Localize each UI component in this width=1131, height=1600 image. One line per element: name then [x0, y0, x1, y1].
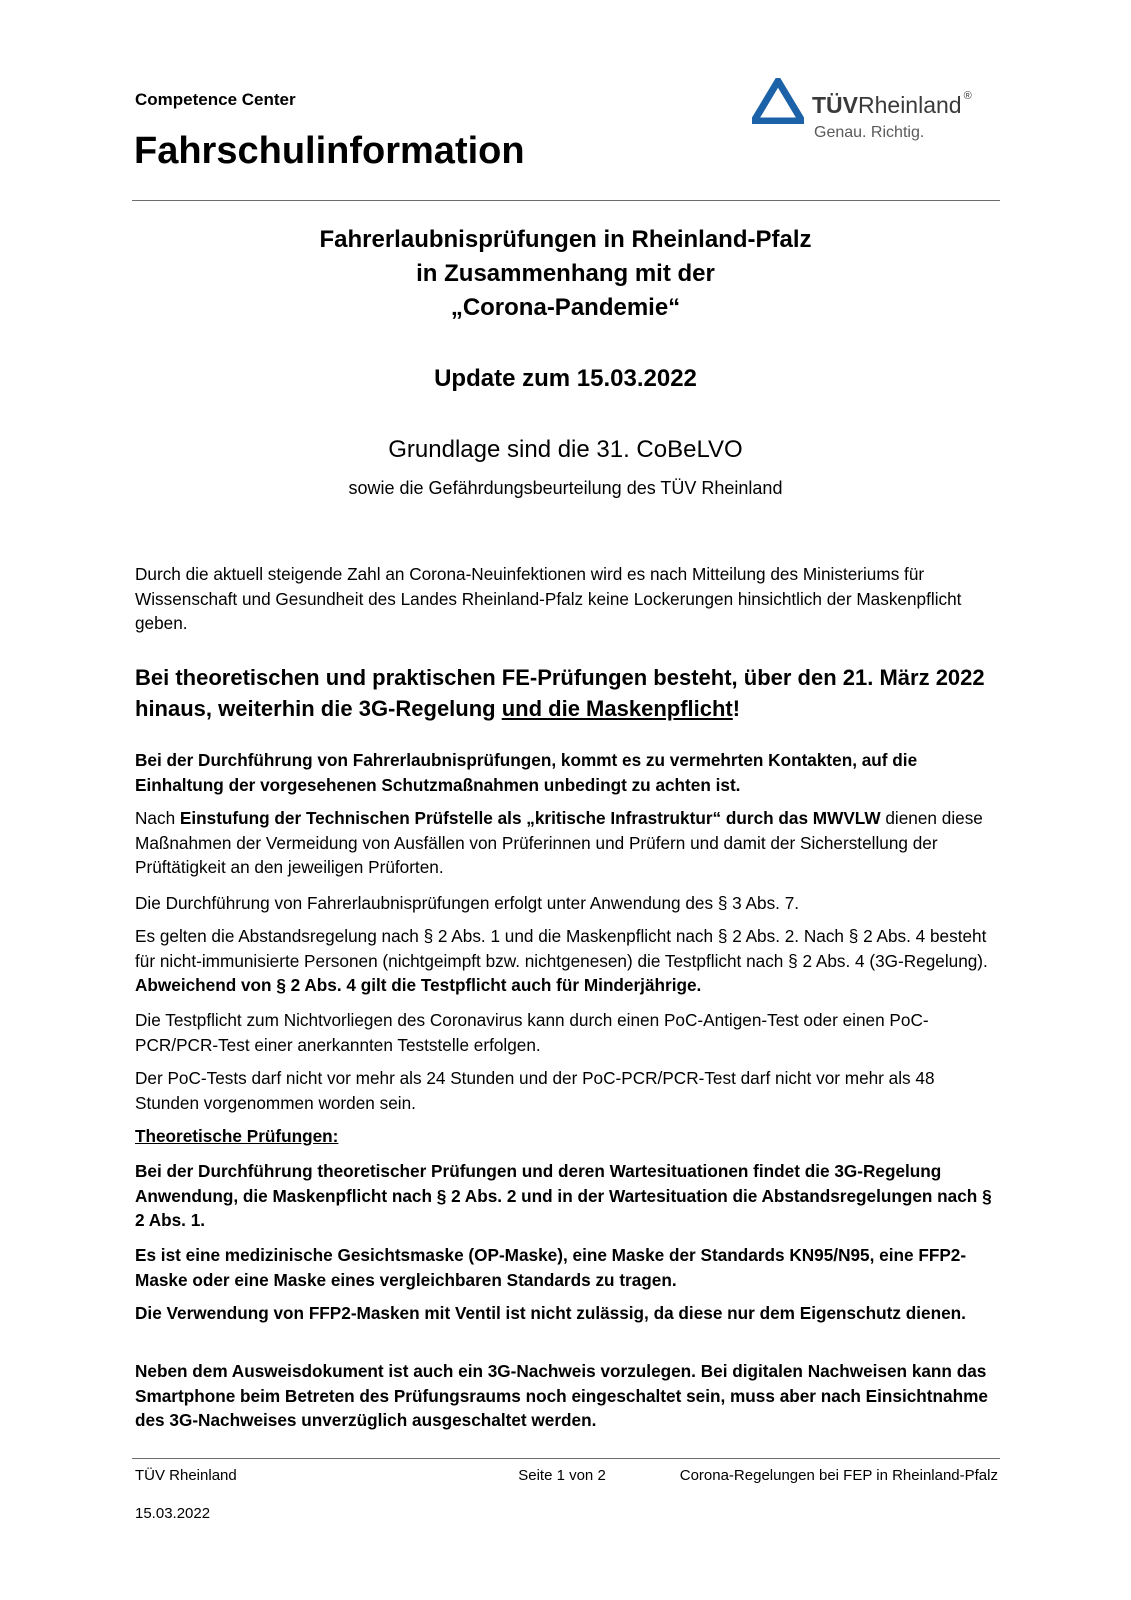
logo-brand-bold: TÜV [812, 92, 858, 118]
footer-divider [132, 1458, 1000, 1459]
heading-line-2: in Zusammenhang mit der [416, 260, 715, 287]
proof-paragraph: Neben dem Ausweisdokument ist auch ein 3G-Nachweis vorzulegen. Bei digitalen Nachweisen kann das Smartphone beim Betreten des Prüfungsraums noch eingeschaltet sein, muss aber nach Einsichtnahme des 3G-Nachweises unverzüglich ausgeschaltet werden. [135, 1361, 988, 1430]
registered-mark: ® [963, 90, 972, 102]
application-paragraph: Die Durchführung von Fahrerlaubnisprüfungen erfolgt unter Anwendung des § 3 Abs. 7. [135, 893, 800, 913]
footer-left: TÜV Rheinland [135, 1467, 237, 1484]
infrastructure-lead: Nach [135, 808, 180, 828]
test-obligation-paragraph: Die Testpflicht zum Nichtvorliegen des Coronavirus kann durch einen PoC-Antigen-Test oder einen PoC-PCR/PCR-Test einer anerkannten Teststelle erfolgen. [135, 1010, 929, 1055]
key-headline-underlined: und die Maskenpflicht [501, 696, 733, 721]
update-date: Update zum 15.03.2022 [434, 365, 697, 392]
intro-paragraph: Durch die aktuell steigende Zahl an Corona-Neuinfektionen wird es nach Mitteilung des Ministeriums für Wissenschaft und Gesundheit des Landes Rheinland-Pfalz keine Lockerungen hinsichtlich der Maskenpflicht geben. [135, 564, 962, 633]
triangle-logo-icon [752, 78, 804, 124]
distance-rule-paragraph [135, 924, 997, 998]
page-number: Seite 1 von 2 [518, 1467, 606, 1484]
test-hours-paragraph: Der PoC-Tests darf nicht vor mehr als 24 Stunden und der PoC-PCR/PCR-Test darf nicht vor mehr als 48 Stunden vorgenommen worden sein. [135, 1068, 935, 1113]
key-headline [135, 662, 997, 724]
mask-paragraph: Es ist eine medizinische Gesichtsmaske (OP-Maske), eine Maske der Standards KN95/N95, eine FFP2-Maske oder eine Maske eines vergleichbaren Standards zu tragen. [135, 1245, 967, 1290]
competence-center-label: Competence Center [135, 90, 296, 109]
logo-tagline: Genau. Richtig. [814, 124, 925, 141]
heading-line-1: Fahrerlaubnisprüfungen in Rheinland-Pfalz [319, 226, 812, 253]
key-headline-end: ! [732, 696, 741, 721]
tuv-rheinland-logo [752, 78, 1012, 148]
key-headline-text: Bei theoretischen und praktischen FE-Prüfungen besteht, über den 21. März 2022 hinaus, weiterhin die 3G-Regelung [135, 665, 985, 721]
logo-wordmark [812, 92, 972, 119]
distance-rule-text: Es gelten die Abstandsregelung nach § 2 Abs. 1 und die Maskenpflicht nach § 2 Abs. 2. Nach § 2 Abs. 4 besteht für nicht-immunisierte Personen (nichtgeimpft bzw. nichtgenesen) die Testpflicht nach § 2 Abs. 4 (3G-Regelung). [135, 926, 988, 971]
logo-brand-rest: Rheinland [858, 92, 962, 118]
valve-paragraph: Die Verwendung von FFP2-Masken mit Ventil ist nicht zulässig, da diese nur dem Eigenschutz dienen. [135, 1303, 966, 1323]
legal-basis: Grundlage sind die 31. CoBeLVO [388, 436, 743, 463]
infrastructure-rest: dienen diese Maßnahmen der Vermeidung von Ausfällen von Prüferinnen und Prüfern und damit der Sicherstellung der Prüftätigkeit an den jeweiligen Prüforten. [135, 808, 983, 877]
document-heading [0, 223, 1131, 325]
legal-basis-sub: sowie die Gefährdungsbeurteilung des TÜV Rheinland [348, 478, 783, 498]
page-title: Fahrschulinformation [134, 130, 525, 172]
infrastructure-bold: Einstufung der Technischen Prüfstelle als „kritische Infrastruktur“ durch das MWVLW [179, 808, 881, 828]
footer-right: Corona-Regelungen bei FEP in Rheinland-Pfalz [679, 1467, 998, 1484]
footer-date: 15.03.2022 [135, 1505, 211, 1522]
header-divider [132, 200, 1000, 201]
contacts-paragraph: Bei der Durchführung von Fahrerlaubnisprüfungen, kommt es zu vermehrten Kontakten, auf die Einhaltung der vorgesehenen Schutzmaßnahmen unbedingt zu achten ist. [135, 750, 918, 795]
section-heading-theory: Theoretische Prüfungen: [135, 1126, 339, 1146]
heading-line-3: „Corona-Pandemie“ [450, 294, 681, 321]
distance-rule-bold: Abweichend von § 2 Abs. 4 gilt die Testpflicht auch für Minderjährige. [135, 975, 702, 995]
theory-paragraph: Bei der Durchführung theoretischer Prüfungen und deren Wartesituationen findet die 3G-Regelung Anwendung, die Maskenpflicht nach § 2 Abs. 2 und in der Wartesituation die Abstandsregelungen nach § 2 Abs. 1. [135, 1161, 992, 1230]
infrastructure-paragraph [135, 806, 997, 880]
